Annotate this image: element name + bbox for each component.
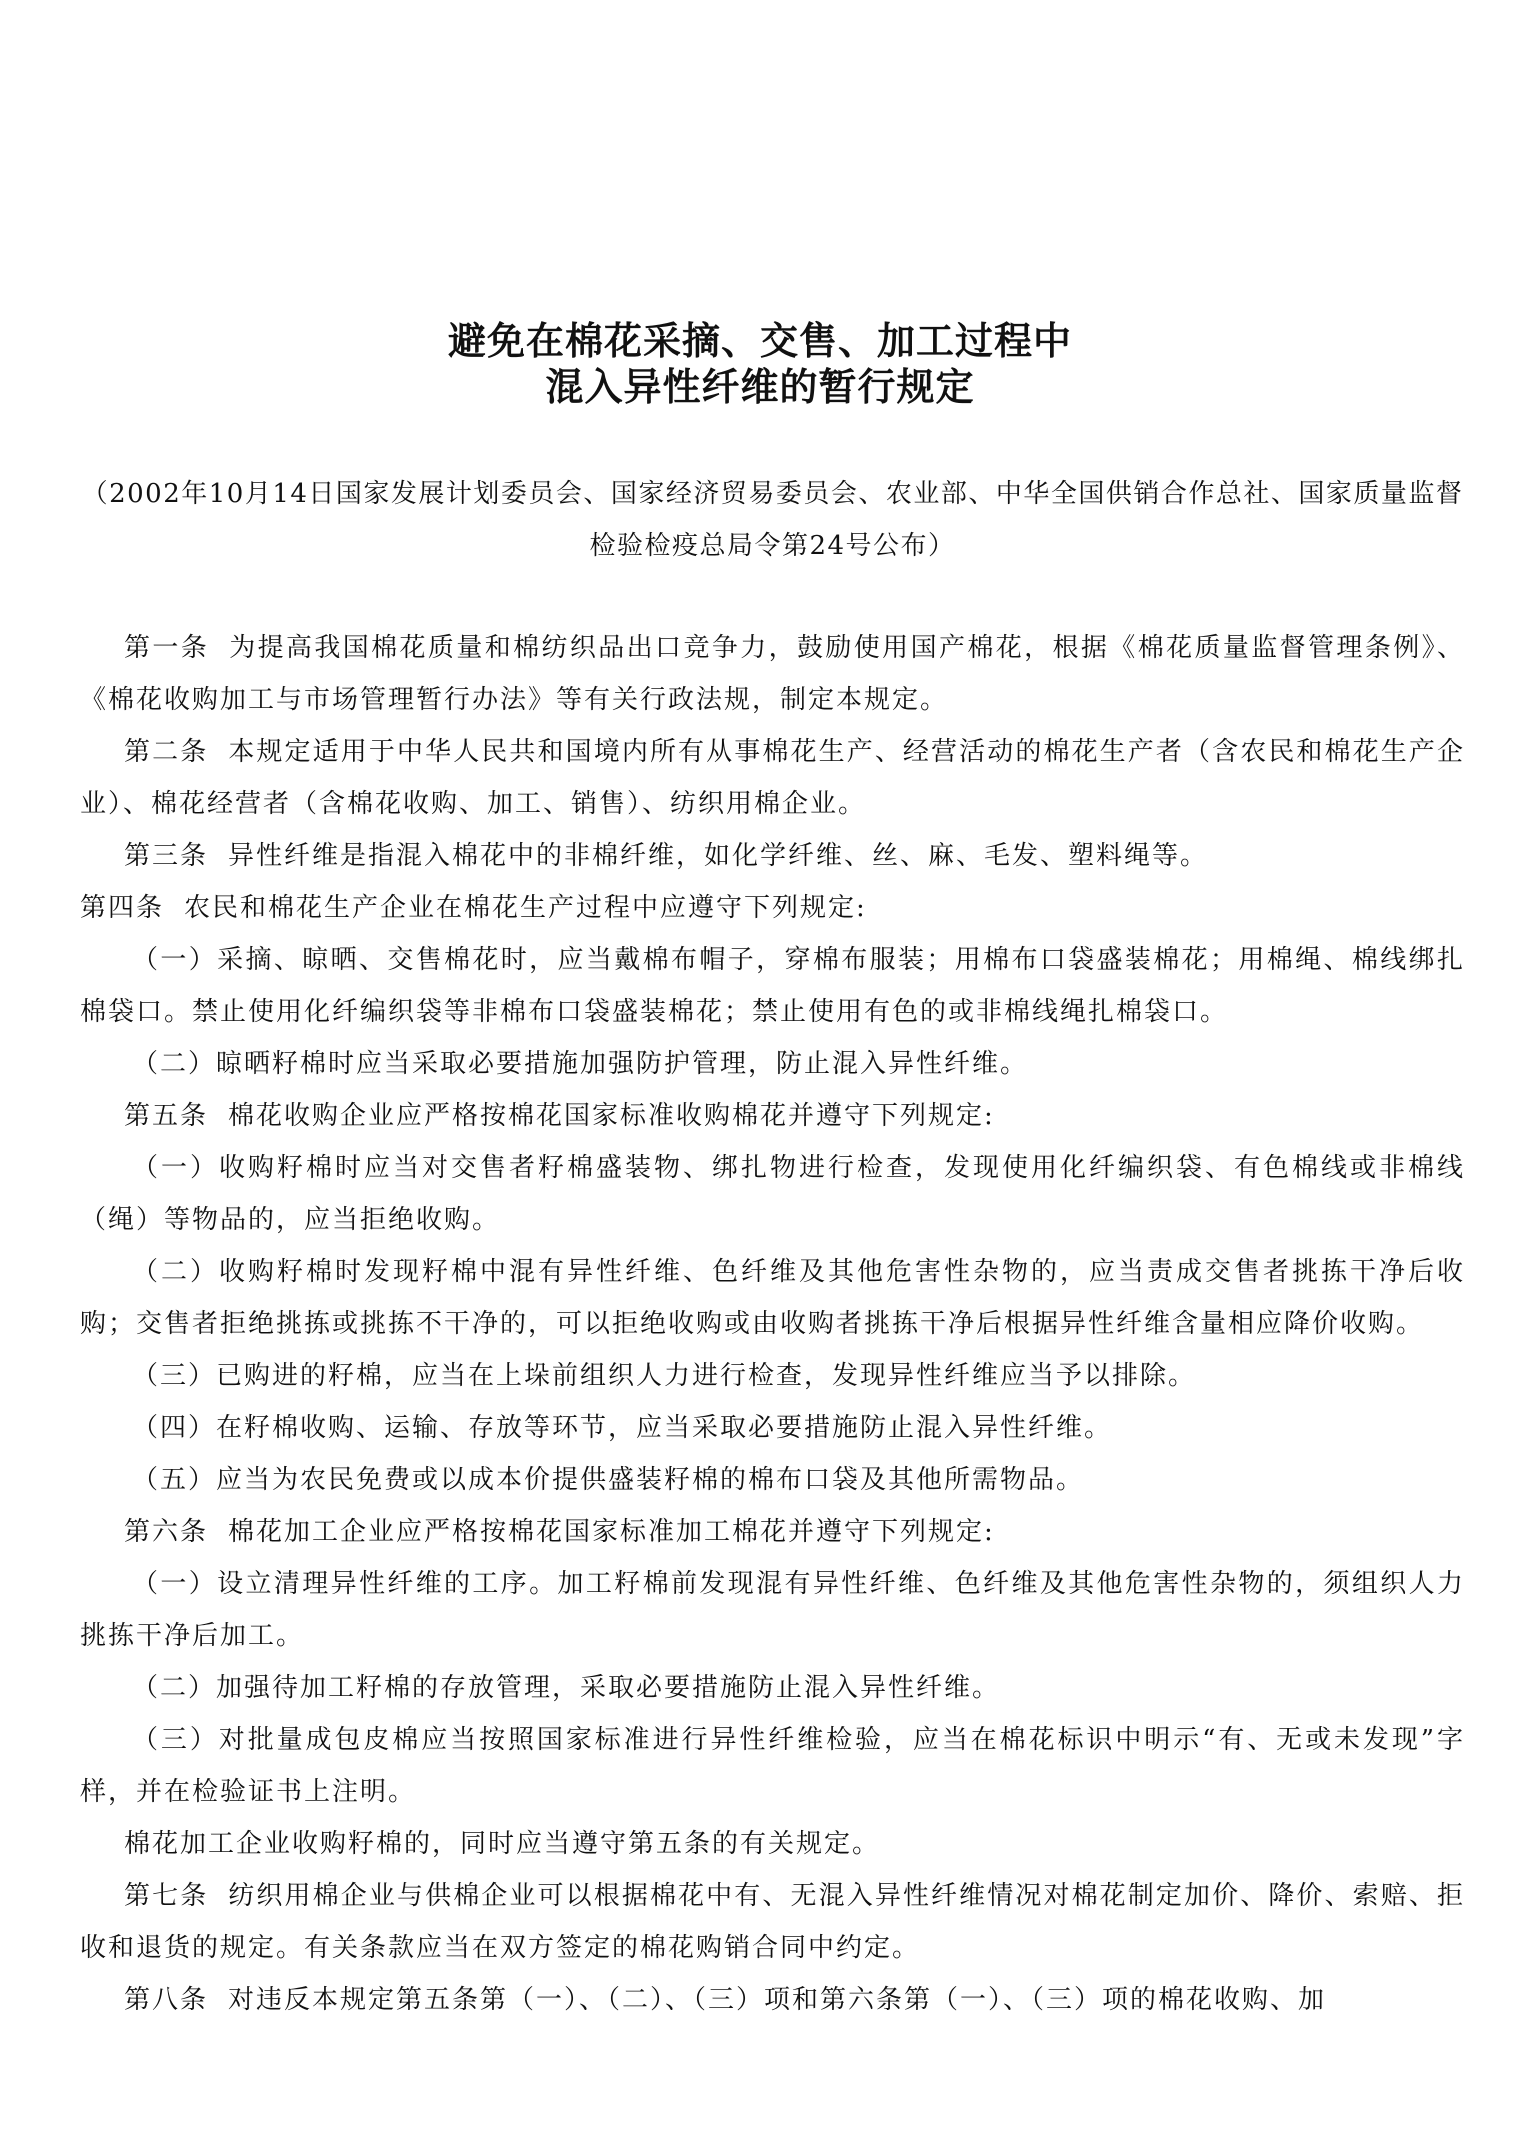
paragraph <box>80 882 1465 934</box>
paragraph-text: （四）在籽棉收购、运输、存放等环节，应当采取必要措施防止混入异性纤维。 <box>132 1413 1113 1443</box>
paragraph-text: 农民和棉花生产企业在棉花生产过程中应遵守下列规定: <box>184 893 867 923</box>
document-title <box>0 318 1520 410</box>
paragraph-text: （五）应当为农民免费或以成本价提供盛装籽棉的棉布口袋及其他所需物品。 <box>132 1465 1085 1495</box>
title-line-1: 避免在棉花采摘、交售、加工过程中 <box>447 318 1072 363</box>
document-body <box>80 622 1465 2026</box>
paragraph <box>80 1870 1465 1974</box>
title-line-2: 混入异性纤维的暂行规定 <box>545 364 975 409</box>
paragraph <box>80 1506 1465 1558</box>
paragraph-text: 对违反本规定第五条第（一）、（二）、（三）项和第六条第（一）、（三）项的棉花收购、加 <box>228 1985 1327 2015</box>
article-number: 第八条 <box>124 1985 209 2015</box>
article-number: 第四条 <box>80 893 165 923</box>
paragraph-text: （一）采摘、晾晒、交售棉花时，应当戴棉布帽子，穿棉布服装；用棉布口袋盛装棉花；用棉绳、棉线绑扎棉袋口。禁止使用化纤编织袋等非棉布口袋盛装棉花；禁止使用有色的或非棉线绳扎棉袋口。 <box>80 945 1465 1027</box>
paragraph <box>80 1818 1465 1870</box>
article-number: 第六条 <box>124 1517 209 1547</box>
paragraph-text: 异性纤维是指混入棉花中的非棉纤维，如化学纤维、丝、麻、毛发、塑料绳等。 <box>228 841 1209 871</box>
paragraph <box>80 1038 1465 1090</box>
paragraph-text: 本规定适用于中华人民共和国境内所有从事棉花生产、经营活动的棉花生产者（含农民和棉花生产企业）、棉花经营者（含棉花收购、加工、销售）、纺织用棉企业。 <box>80 737 1465 819</box>
paragraph-text: （一）设立清理异性纤维的工序。加工籽棉前发现混有异性纤维、色纤维及其他危害性杂物的，须组织人力挑拣干净后加工。 <box>80 1569 1465 1651</box>
paragraph-text: 纺织用棉企业与供棉企业可以根据棉花中有、无混入异性纤维情况对棉花制定加价、降价、索赔、拒收和退货的规定。有关条款应当在双方签定的棉花购销合同中约定。 <box>80 1881 1465 1963</box>
paragraph-text: （二）加强待加工籽棉的存放管理，采取必要措施防止混入异性纤维。 <box>132 1673 1001 1703</box>
paragraph <box>80 934 1465 1038</box>
paragraph <box>80 1558 1465 1662</box>
paragraph <box>80 1142 1465 1246</box>
paragraph <box>80 622 1465 726</box>
paragraph <box>80 830 1465 882</box>
paragraph-text: 棉花收购企业应严格按棉花国家标准收购棉花并遵守下列规定: <box>228 1101 995 1131</box>
paragraph <box>80 1246 1465 1350</box>
paragraph <box>80 1974 1465 2026</box>
paragraph <box>80 1090 1465 1142</box>
article-number: 第七条 <box>124 1881 209 1911</box>
paragraph-text: （三）已购进的籽棉，应当在上垛前组织人力进行检查，发现异性纤维应当予以排除。 <box>132 1361 1197 1391</box>
paragraph-text: 为提高我国棉花质量和棉纺织品出口竞争力，鼓励使用国产棉花，根据《棉花质量监督管理条例》、《棉花收购加工与市场管理暂行办法》等有关行政法规，制定本规定。 <box>80 633 1465 715</box>
article-number: 第三条 <box>124 841 209 871</box>
paragraph <box>80 726 1465 830</box>
paragraph-text: （二）晾晒籽棉时应当采取必要措施加强防护管理，防止混入异性纤维。 <box>132 1049 1029 1079</box>
paragraph-text: 棉花加工企业收购籽棉的，同时应当遵守第五条的有关规定。 <box>124 1829 881 1859</box>
paragraph <box>80 1714 1465 1818</box>
article-number: 第二条 <box>124 737 209 767</box>
article-number: 第一条 <box>124 633 210 663</box>
paragraph <box>80 1454 1465 1506</box>
paragraph <box>80 1402 1465 1454</box>
paragraph <box>80 1350 1465 1402</box>
article-number: 第五条 <box>124 1101 209 1131</box>
paragraph-text: 棉花加工企业应严格按棉花国家标准加工棉花并遵守下列规定: <box>228 1517 995 1547</box>
paragraph <box>80 1662 1465 1714</box>
promulgation-note: （2002年10月14日国家发展计划委员会、国家经济贸易委员会、农业部、中华全国供销合作总社、国家质量监督检验检疫总局令第24号公布） <box>81 479 1464 561</box>
paragraph-text: （二）收购籽棉时发现籽棉中混有异性纤维、色纤维及其他危害性杂物的，应当责成交售者挑拣干净后收购；交售者拒绝挑拣或挑拣不干净的，可以拒绝收购或由收购者挑拣干净后根据异性纤维含量相应降价收购。 <box>80 1257 1465 1339</box>
paragraph-text: （一）收购籽棉时应当对交售者籽棉盛装物、绑扎物进行检查，发现使用化纤编织袋、有色棉线或非棉线（绳）等物品的，应当拒绝收购。 <box>80 1153 1465 1235</box>
paragraph-text: （三）对批量成包皮棉应当按照国家标准进行异性纤维检验，应当在棉花标识中明示“有、无或未发现”字样，并在检验证书上注明。 <box>80 1725 1465 1807</box>
